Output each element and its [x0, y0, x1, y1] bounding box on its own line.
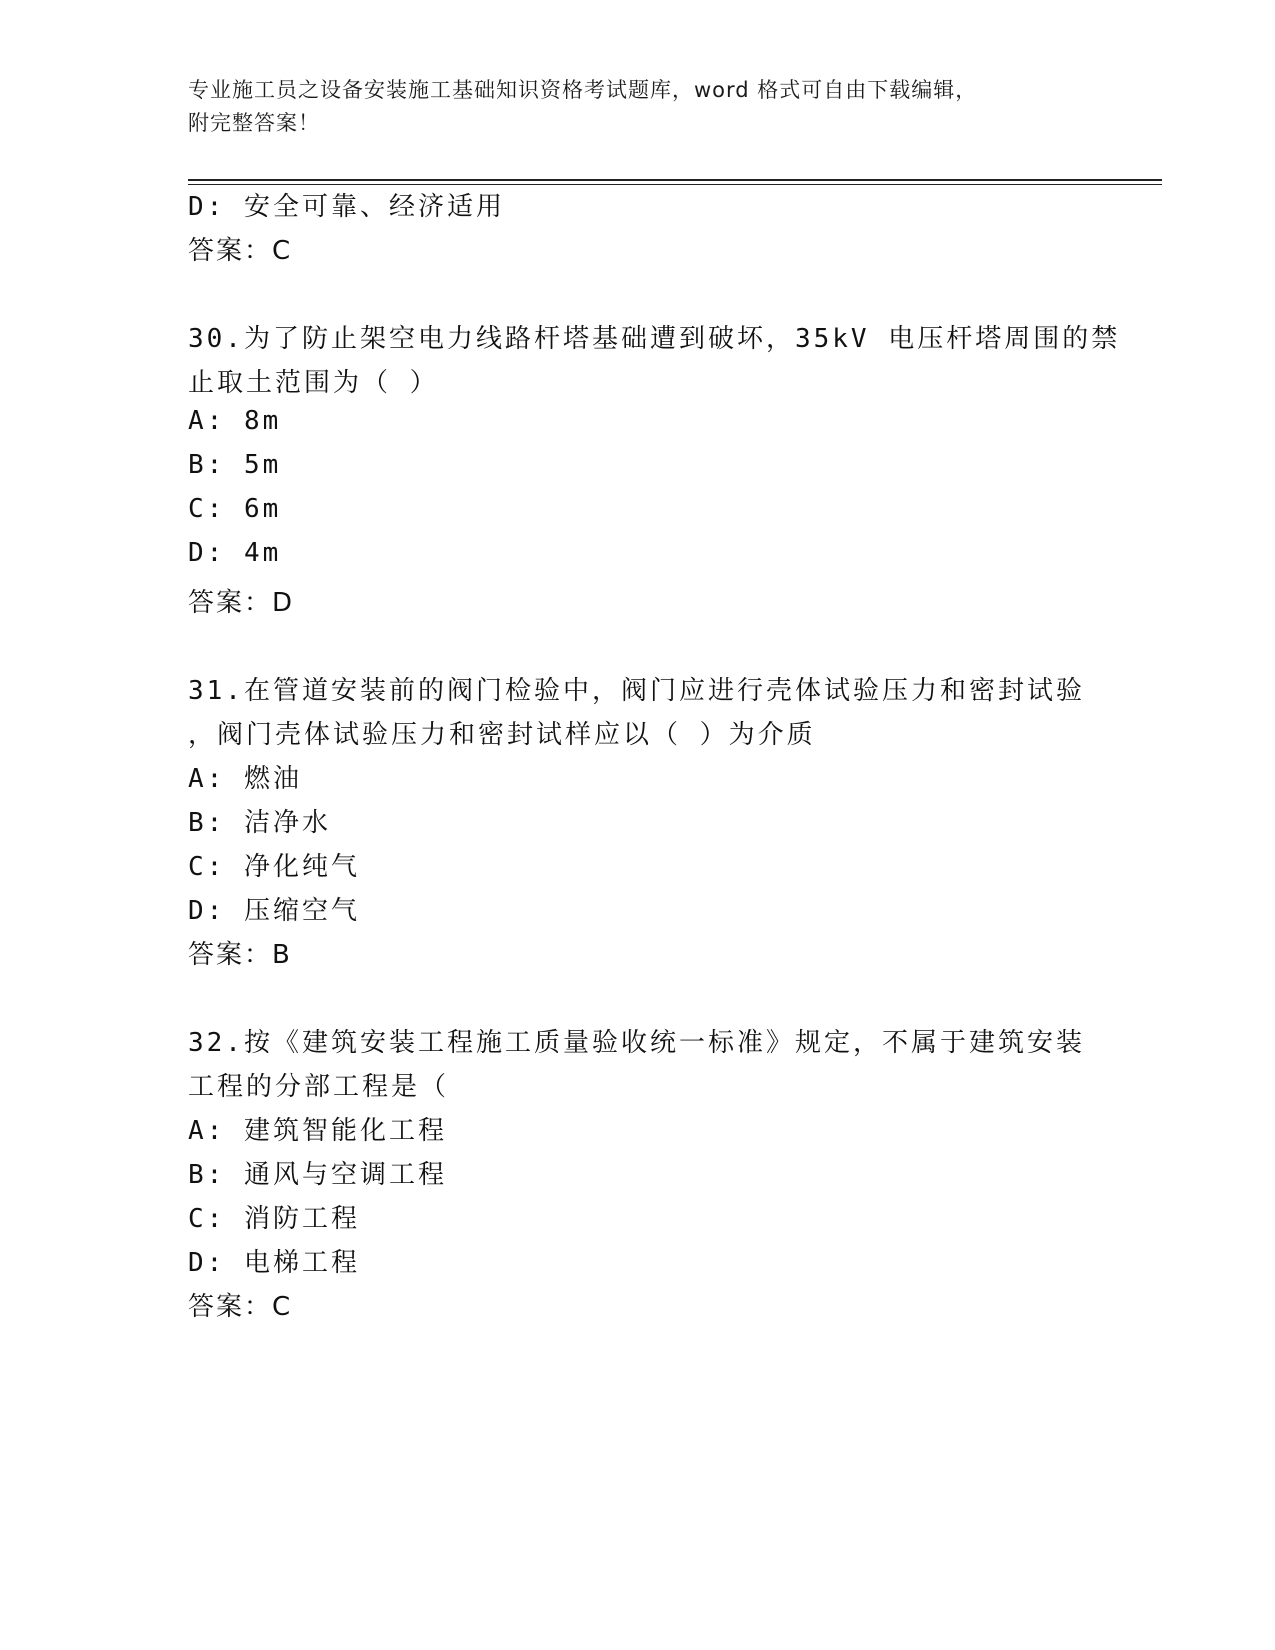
question-32-option-b: B: 通风与空调工程	[188, 1160, 447, 1190]
question-31-option-b: B: 洁净水	[188, 808, 331, 838]
question-31-stem-line1: 31.在管道安装前的阀门检验中，阀门应进行壳体试验压力和密封试验	[188, 676, 1085, 706]
question-32-stem-line1: 32.按《建筑安装工程施工质量验收统一标准》规定，不属于建筑安装	[188, 1028, 1085, 1058]
question-30-stem-line1: 30.为了防止架空电力线路杆塔基础遭到破坏，35kV 电压杆塔周围的禁	[188, 324, 1121, 354]
question-32-answer: 答案：C	[188, 1292, 293, 1322]
header-title-line2: 附完整答案！	[188, 111, 320, 135]
question-30-option-c: C: 6m	[188, 494, 282, 524]
question-30-option-d: D: 4m	[188, 538, 282, 568]
question-31-answer: 答案：B	[188, 940, 292, 970]
question-31-stem-line2: ，阀门壳体试验压力和密封试样应以（ ）为介质	[188, 720, 816, 750]
document-header	[188, 74, 1088, 140]
question-30-answer: 答案：D	[188, 588, 295, 618]
question-32-option-c: C: 消防工程	[188, 1204, 360, 1234]
header-divider-thin	[188, 184, 1162, 185]
question-30-stem-line2: 止取土范围为（ ）	[188, 368, 439, 398]
question-31-option-d: D: 压缩空气	[188, 896, 360, 926]
header-divider-thick	[188, 179, 1162, 181]
question-32-stem-line2: 工程的分部工程是（	[188, 1072, 450, 1102]
header-title-line1: 专业施工员之设备安装施工基础知识资格考试题库，word 格式可自由下载编辑，	[188, 78, 978, 102]
question-32-option-d: D: 电梯工程	[188, 1248, 360, 1278]
carryover-option-d: D: 安全可靠、经济适用	[188, 192, 505, 222]
question-30-option-a: A: 8m	[188, 406, 282, 436]
question-31-option-c: C: 净化纯气	[188, 852, 360, 882]
question-30-option-b: B: 5m	[188, 450, 282, 480]
question-31-option-a: A: 燃油	[188, 764, 302, 794]
question-32-option-a: A: 建筑智能化工程	[188, 1116, 447, 1146]
carryover-answer: 答案：C	[188, 236, 293, 266]
